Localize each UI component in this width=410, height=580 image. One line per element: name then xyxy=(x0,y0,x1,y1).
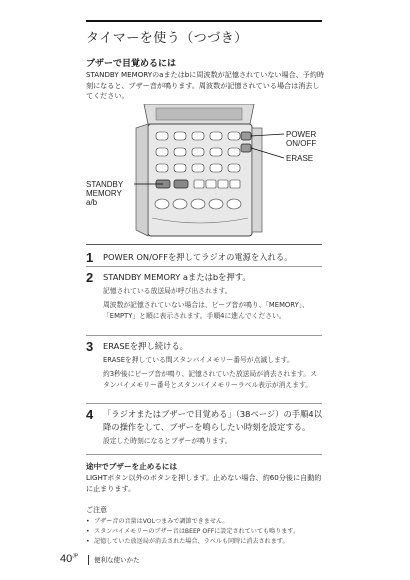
step-number: 2 xyxy=(86,270,94,285)
subsection-intro: STANDBY MEMORYのaまたはbに周波数が記憶されていない場合、予約時刻になると、ブザー音が鳴ります。周波数が記憶されている場合は消去してください。 xyxy=(86,70,325,100)
note-item: • スタンバイメモリーのブザー音はBEEP OFFに設定されていても鳴ります。 xyxy=(86,527,326,537)
section-rule xyxy=(86,20,322,22)
stop-buzzer-heading: 途中でブザーを止めるには xyxy=(86,462,178,471)
radio-illustration xyxy=(86,104,326,242)
step-note: 周波数が記憶されていない場合は、ピーブ音が鳴り、「MEMORY」、「EMPTY」と順に表示されます。手順4に進んでください。 xyxy=(103,301,309,320)
callout-standby-memory: STANDBY MEMORY a/b xyxy=(86,180,124,207)
step-note: ERASEを押している間スタンバイメモリー番号が点滅します。 xyxy=(103,356,294,364)
step-divider xyxy=(86,335,322,336)
stop-buzzer-text: LIGHTボタン以外のボタンを押します。止めない場合、約60分後に自動的に止まります。 xyxy=(86,473,322,493)
step-instruction: POWER ON/OFFを押してラジオの電源を入れる。 xyxy=(103,252,293,262)
step-number: 1 xyxy=(86,250,94,265)
step-note: 設定した時刻になるとブザーが鳴ります。 xyxy=(103,437,232,445)
callout-erase: ERASE xyxy=(286,154,314,163)
callout-power-onoff: POWER ON/OFF xyxy=(286,130,317,148)
notes-heading: ご注意 xyxy=(86,506,107,514)
step-number: 4 xyxy=(86,407,94,422)
step-number: 3 xyxy=(86,339,94,354)
step-divider xyxy=(86,403,322,404)
step-instruction: STANDBY MEMORY aまたはbを押す。 xyxy=(103,272,251,282)
section-title: タイマーを使う（つづき） xyxy=(86,31,248,46)
step-note: 約3秒後にピーブ音が鳴り、記憶されていた放送局が消去されます。スタンバイメモリー番号とスタンバイメモリーラベル表示が消えます。 xyxy=(103,370,317,389)
page-number: $40^{JP}$ xyxy=(60,553,79,565)
step-instruction: 「ラジオまたはブザーで目覚める」（38ページ）の手順4以降の操作をして、ブザーを鳴らしたい時刻を設定する。 xyxy=(103,409,322,432)
step-instruction: ERASEを押し続ける。 xyxy=(103,341,188,351)
steps-rule xyxy=(86,244,322,245)
radio-drawing xyxy=(86,104,326,242)
step-divider xyxy=(86,266,322,267)
step-note: 記憶されている放送局が呼び出されます。 xyxy=(103,287,232,295)
step-divider xyxy=(86,454,322,455)
footer-separator xyxy=(88,555,89,565)
note-item: • ブザー音の音量はVOLつまみで調節できません。 xyxy=(86,517,326,527)
note-item: • 記憶していた放送局が消去された場合、ラベルも同時に消去されます。 xyxy=(86,537,326,547)
subsection-heading: ブザーで目覚めるには xyxy=(86,59,177,69)
footer-section-name: 便利な使いかた xyxy=(94,556,140,564)
notes-list xyxy=(86,517,326,547)
page-suffix: JP xyxy=(72,553,79,560)
